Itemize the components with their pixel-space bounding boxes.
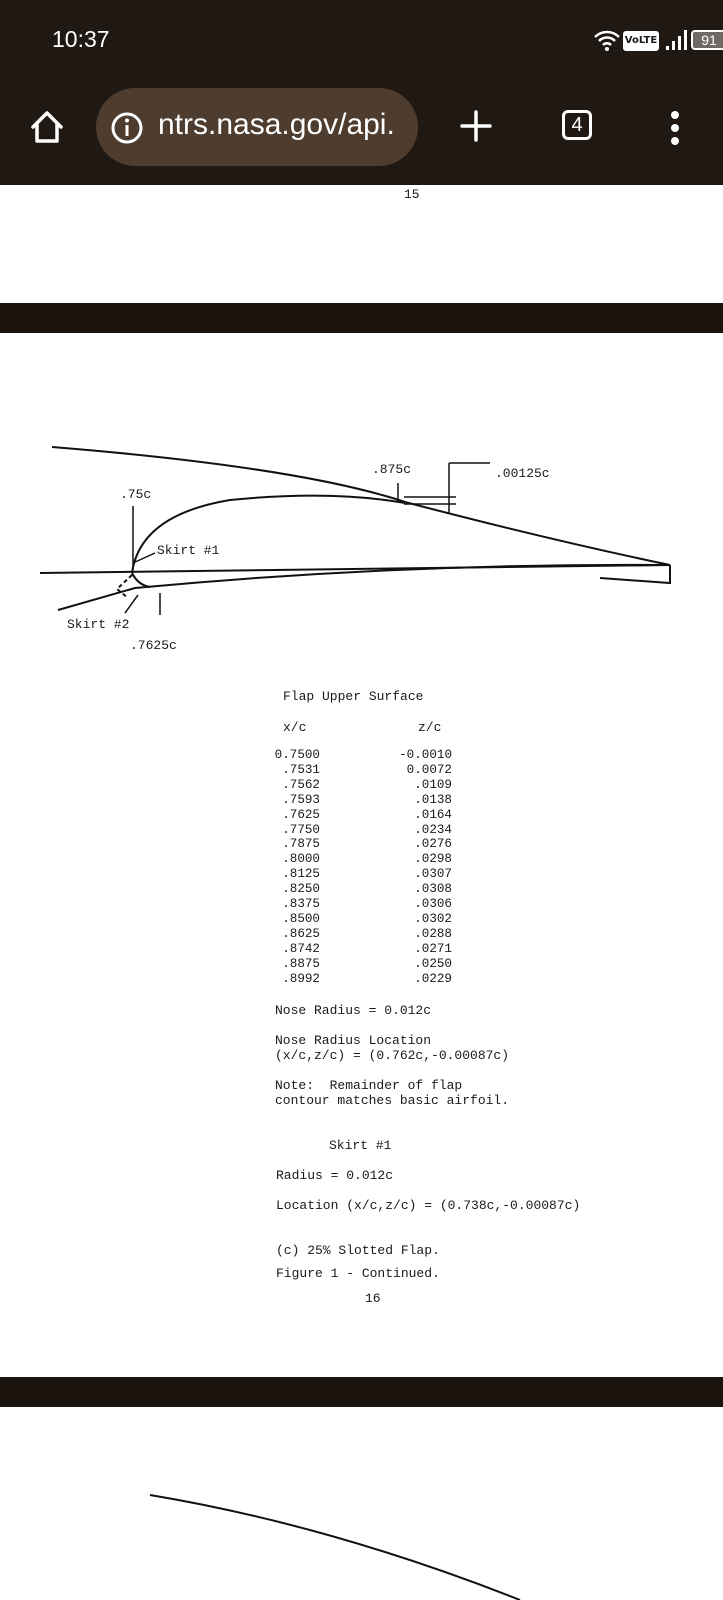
skirt-radius: Radius = 0.012c (276, 1168, 394, 1183)
label-75c: .75c (120, 487, 152, 502)
page-divider-bottom (0, 1377, 723, 1407)
volte-badge: VoLTE (623, 31, 659, 51)
cell-x: .7593 (282, 792, 320, 807)
cell-z: .0109 (414, 777, 452, 792)
label-7625c: .7625c (130, 638, 177, 653)
cell-x: .8992 (282, 971, 320, 986)
next-page-diagram (0, 1485, 723, 1600)
cell-x: .8500 (282, 911, 320, 926)
cell-z: 0.0072 (406, 762, 452, 777)
tabs-icon[interactable]: 4 (562, 110, 592, 140)
cell-z: .0298 (414, 852, 452, 867)
label-00125c: .00125c (495, 466, 550, 481)
cell-z: .0229 (414, 971, 452, 986)
cell-z: .0276 (414, 837, 452, 852)
table-title: Flap Upper Surface (283, 689, 424, 704)
column-header-z: z/c (418, 720, 442, 735)
note-line2: contour matches basic airfoil. (275, 1093, 510, 1108)
cell-x: 0.7500 (274, 748, 320, 762)
cell-x: .8742 (282, 941, 320, 956)
kebab-menu-icon[interactable] (665, 110, 685, 146)
pdf-viewer[interactable] (0, 185, 723, 1600)
info-icon[interactable] (110, 111, 144, 145)
column-header-x: x/c (283, 720, 307, 735)
skirt-location: Location (x/c,z/c) = (0.738c,-0.00087c) (276, 1198, 581, 1213)
cell-z: .0307 (414, 867, 452, 882)
browser-chrome (0, 0, 723, 185)
cell-z: .0164 (414, 807, 452, 822)
cell-x: .8000 (282, 852, 320, 867)
cell-x: .7625 (282, 807, 320, 822)
nose-radius: Nose Radius = 0.012c (275, 1003, 432, 1018)
cell-x: .7750 (282, 822, 320, 837)
nose-location-line1: Nose Radius Location (275, 1033, 432, 1048)
flap-nose (132, 573, 150, 587)
plus-icon[interactable] (460, 110, 492, 142)
cell-x: .8875 (282, 956, 320, 971)
cell-z: .0271 (414, 941, 452, 956)
cell-z: .0234 (414, 822, 452, 837)
cell-x: .7562 (282, 777, 320, 792)
nose-location-line2: (x/c,z/c) = (0.762c,-0.00087c) (275, 1048, 510, 1063)
page-number: 16 (365, 1291, 381, 1306)
home-icon[interactable] (28, 108, 66, 146)
cell-z: .0250 (414, 956, 452, 971)
cell-x: .7531 (282, 762, 320, 777)
skirt-title: Skirt #1 (329, 1138, 392, 1153)
status-time: 10:37 (52, 26, 110, 52)
flap-upper-contour (132, 496, 405, 573)
note-line1: Note: Remainder of flap (275, 1078, 463, 1093)
label-skirt1: Skirt #1 (157, 543, 220, 558)
cell-x: .8250 (282, 882, 320, 897)
cell-z: .0302 (414, 911, 452, 926)
cell-z: -0.0010 (399, 748, 452, 762)
label-875c: .875c (372, 462, 412, 477)
url-bar[interactable] (96, 88, 418, 166)
url-text[interactable]: ntrs.nasa.gov/api. (158, 108, 395, 141)
leader-skirt2 (125, 595, 138, 613)
wing-upper-surface (52, 447, 670, 565)
cell-x: .8625 (282, 926, 320, 941)
cell-z: .0138 (414, 792, 452, 807)
column-x-values (264, 748, 320, 987)
figure-caption-line1: (c) 25% Slotted Flap. (276, 1243, 440, 1258)
skirt-2-contour (117, 575, 132, 598)
page-divider-top (0, 303, 723, 333)
cell-z: .0288 (414, 926, 452, 941)
label-skirt2: Skirt #2 (67, 617, 130, 632)
battery-indicator: 91 (691, 30, 723, 50)
column-z-values (388, 748, 452, 987)
cell-x: .7875 (282, 837, 320, 852)
airfoil-diagram (0, 435, 723, 615)
cell-x: .8375 (282, 897, 320, 912)
cell-x: .8125 (282, 867, 320, 882)
prev-page-number: 15 (404, 187, 420, 202)
cell-z: .0306 (414, 897, 452, 912)
trailing-edge (600, 565, 670, 583)
wifi-icon (593, 28, 621, 52)
figure-caption-line2: Figure 1 - Continued. (276, 1266, 440, 1281)
cell-z: .0308 (414, 882, 452, 897)
signal-icon (665, 28, 689, 52)
